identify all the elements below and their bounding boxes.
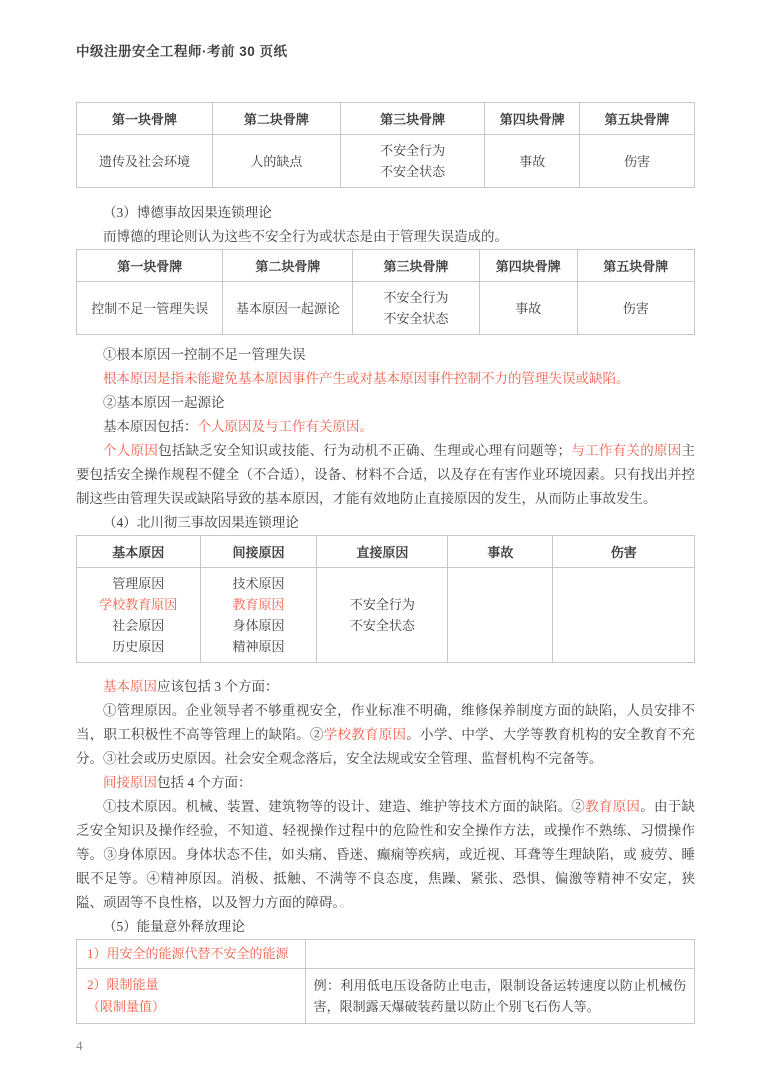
kitagawa-theory-notes [76, 675, 695, 939]
section-3-title: （3）博德事故因果连锁理论 [103, 205, 272, 220]
page-number: 4 [76, 1038, 83, 1053]
table-cell: 伤害 [577, 282, 694, 335]
table-header-cell: 第一块骨牌 [77, 250, 223, 282]
table-cell-safe-energy-substitute: 1）用安全的能源代替不安全的能源 [77, 940, 306, 969]
table-header-cell: 基本原因 [77, 536, 201, 568]
table-cell: 不安全行为 不安全状态 [340, 135, 485, 188]
kitagawa-chain-table [76, 535, 695, 663]
table-header-cell: 事故 [448, 536, 553, 568]
table-header-cell: 第二块骨牌 [223, 250, 353, 282]
note-personal-cause-paragraph: 个人原因包括缺乏安全知识或技能、行为动机不正确、生理或心理有问题等；与工作有关的原因主要包括安全操作规程不健全（不合适），设备、材料不合适，以及存在有害作业环境因素。只有找出并控制这些由管理失误或缺陷导致的基本原因，才能有效地防止直接原因的发生，从而防止事故发生。 [76, 443, 696, 506]
table-cell: 基本原因一起源论 [223, 282, 353, 335]
table-header-cell: 第一块骨牌 [77, 103, 213, 135]
table-cell: 事故 [479, 282, 577, 335]
table-header-cell: 第五块骨牌 [580, 103, 695, 135]
table-header-cell: 第二块骨牌 [212, 103, 340, 135]
section-3-block [76, 201, 695, 249]
note-root-cause-definition: 根本原因是指未能避免基本原因事件产生或对基本原因事件控制不力的管理失误或缺陷。 [103, 371, 630, 386]
table-cell: 人的缺点 [212, 135, 340, 188]
table-header-row [77, 536, 695, 568]
note-basic-cause-item: ②基本原因一起源论 [103, 395, 225, 410]
table-cell-empty-example [305, 940, 694, 969]
table-header-cell: 第四块骨牌 [485, 103, 580, 135]
table-cell: 伤害 [580, 135, 695, 188]
section-3-body: 而博德的理论则认为这些不安全行为或状态是由于管理失误造成的。 [103, 229, 508, 244]
table-row [77, 969, 695, 1024]
table-header-row [77, 250, 695, 282]
table-header-cell: 直接原因 [317, 536, 448, 568]
table-row [77, 940, 695, 969]
section-4-title: （4）北川彻三事故因果连锁理论 [103, 515, 299, 530]
table-header-cell: 第五块骨牌 [577, 250, 694, 282]
table-cell-accident-empty [448, 568, 553, 663]
note-indirect-cause-four-aspects: 间接原因包括 4 个方面： [103, 775, 252, 790]
table-row [77, 135, 695, 188]
table-header-cell: 第三块骨牌 [353, 250, 480, 282]
note-technical-cause-paragraph: ①技术原因。机械、装置、建筑物等的设计、建造、维护等技术方面的缺陷。②教育原因。由于缺乏安全知识及操作经验，不知道、轻视操作过程中的危险性和安全操作方法，或操作不熟练、习惯操作等。③身体原因。身体状态不佳，如头痛、昏迷、癫痫等疾病，或近视、耳聋等生理缺陷，或 疲劳、睡眠不足等。④精神原因。消极、抵触、不满等不良态度，焦躁、紧张、恐惧、偏激等精神不安定，狭隘、顽固等不良性格，以及智力方面的障碍。。 [76, 799, 696, 910]
note-root-cause-item: ①根本原因一控制不足一管理失误 [103, 347, 306, 362]
table-cell-injury-empty [553, 568, 695, 663]
section-5-title: （5）能量意外释放理论 [103, 919, 245, 934]
table-cell-basic-causes: 管理原因 学校教育原因 社会原因 历史原因 [77, 568, 201, 663]
table-header-cell: 伤害 [553, 536, 695, 568]
table-cell-indirect-causes: 技术原因 教育原因 身体原因 精神原因 [200, 568, 317, 663]
table-header-cell: 间接原因 [200, 536, 317, 568]
note-basic-cause-includes: 基本原因包括：个人原因及与工作有关原因。 [103, 419, 373, 434]
table-cell: 事故 [485, 135, 580, 188]
table-cell: 遗传及社会环境 [77, 135, 213, 188]
note-management-cause-paragraph: ①管理原因。企业领导者不够重视安全，作业标准不明确，维修保养制度方面的缺陷，人员安排不当，职工积极性不高等管理上的缺陷。②学校教育原因。小学、中学、大学等教育机构的安全教育不充分。③社会或历史原因。社会安全观念落后，安全法规或安全管理、监督机构不完备等。 [76, 703, 696, 766]
table-header-cell: 第三块骨牌 [340, 103, 485, 135]
doc-header-title: 中级注册安全工程师·考前 30 页纸 [76, 44, 288, 59]
bird-theory-notes [76, 343, 695, 535]
heinrich-domino-table [76, 102, 695, 188]
note-basic-cause-three-aspects: 基本原因应该包括 3 个方面： [103, 679, 279, 694]
table-header-row [77, 103, 695, 135]
bird-domino-table [76, 249, 695, 335]
table-row [77, 282, 695, 335]
table-cell: 控制不足一管理失误 [77, 282, 223, 335]
table-cell-limit-energy-example: 例：利用低电压设备防止电击，限制设备运转速度以防止机械伤害，限制露天爆破装药量以防止个别飞石伤人等。 [305, 969, 694, 1024]
table-cell-direct-causes: 不安全行为 不安全状态 [317, 568, 448, 663]
document-page [76, 0, 695, 1080]
table-cell: 不安全行为 不安全状态 [353, 282, 480, 335]
energy-release-table [76, 939, 695, 1024]
table-header-cell: 第四块骨牌 [479, 250, 577, 282]
table-cell-limit-energy: 2）限制能量 （限制量值） [77, 969, 306, 1024]
table-row [77, 568, 695, 663]
